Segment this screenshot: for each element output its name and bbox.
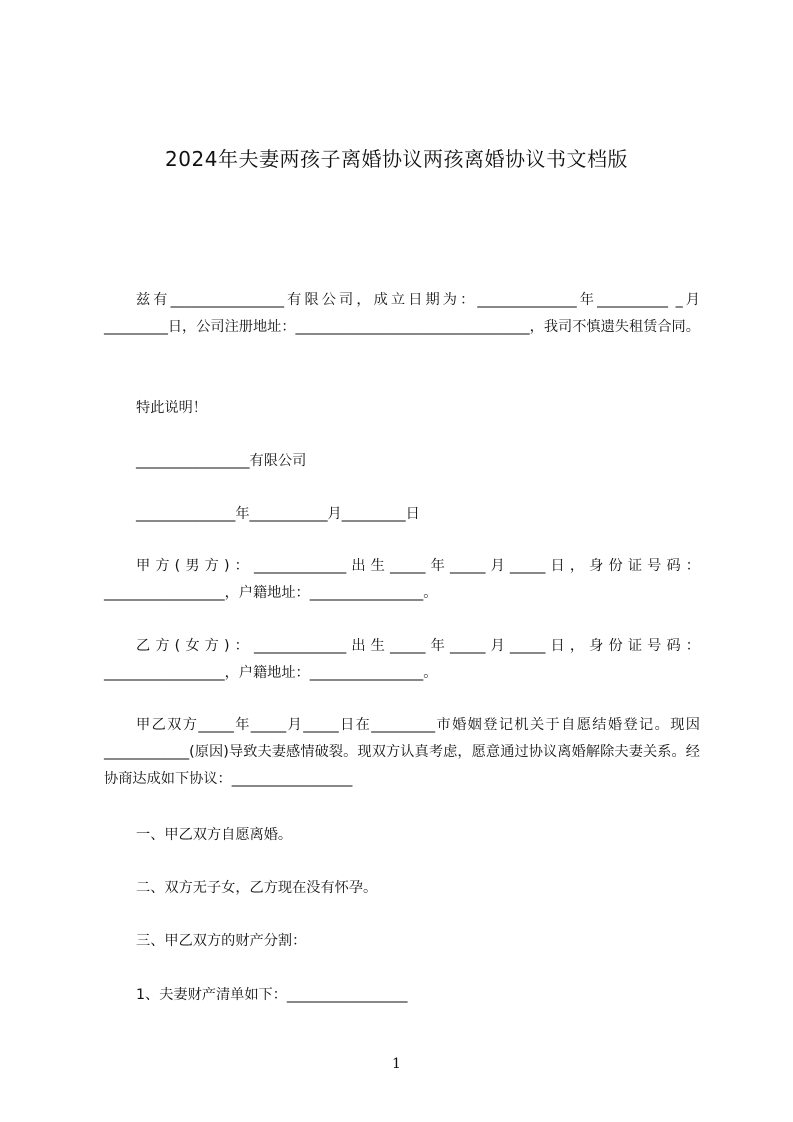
clause-two: 二、双方无子女，乙方现在没有怀孕。 — [136, 880, 378, 896]
clause-three: 三、甲乙双方的财产分割： — [136, 933, 307, 949]
paragraph-company-signature: ________________有限公司 — [136, 453, 307, 469]
paragraph-marriage-background: 甲乙双方_____年_____月_____日在_________市婚姻登记机关于自愿结婚登记。现因____________(原因)导致夫妻感情破裂。现双方认真考虑，愿意通过协议离婚解除夫妻关系。经协商达成如下协议：_________________ — [104, 717, 700, 787]
clause-one: 一、甲乙双方自愿离婚。 — [136, 827, 293, 843]
paragraph-date-line: ______________年___________月_________日 — [136, 506, 420, 522]
page-number: 1 — [392, 1056, 401, 1072]
paragraph-company-info: 兹有________________有限公司，成立日期为：______________年__________ _月_________日，公司注册地址：_________________________________，我司不慎遗失租赁合同。 — [104, 292, 700, 335]
paragraph-statement: 特此说明！ — [136, 400, 207, 416]
paragraph-party-b: 乙方(女方)：_____________出生_____年_____月_____日，身份证号码：_________________，户籍地址：________________。 — [104, 638, 700, 681]
paragraph-party-a: 甲方(男方)：_____________出生_____年_____月_____日，身份证号码：_________________，户籍地址：________________。 — [104, 558, 700, 601]
clause-three-item-one: 1、夫妻财产清单如下：_________________ — [136, 987, 408, 1003]
document-title: 2024年夫妻两孩子离婚协议两孩离婚协议书文档版 — [165, 147, 628, 171]
